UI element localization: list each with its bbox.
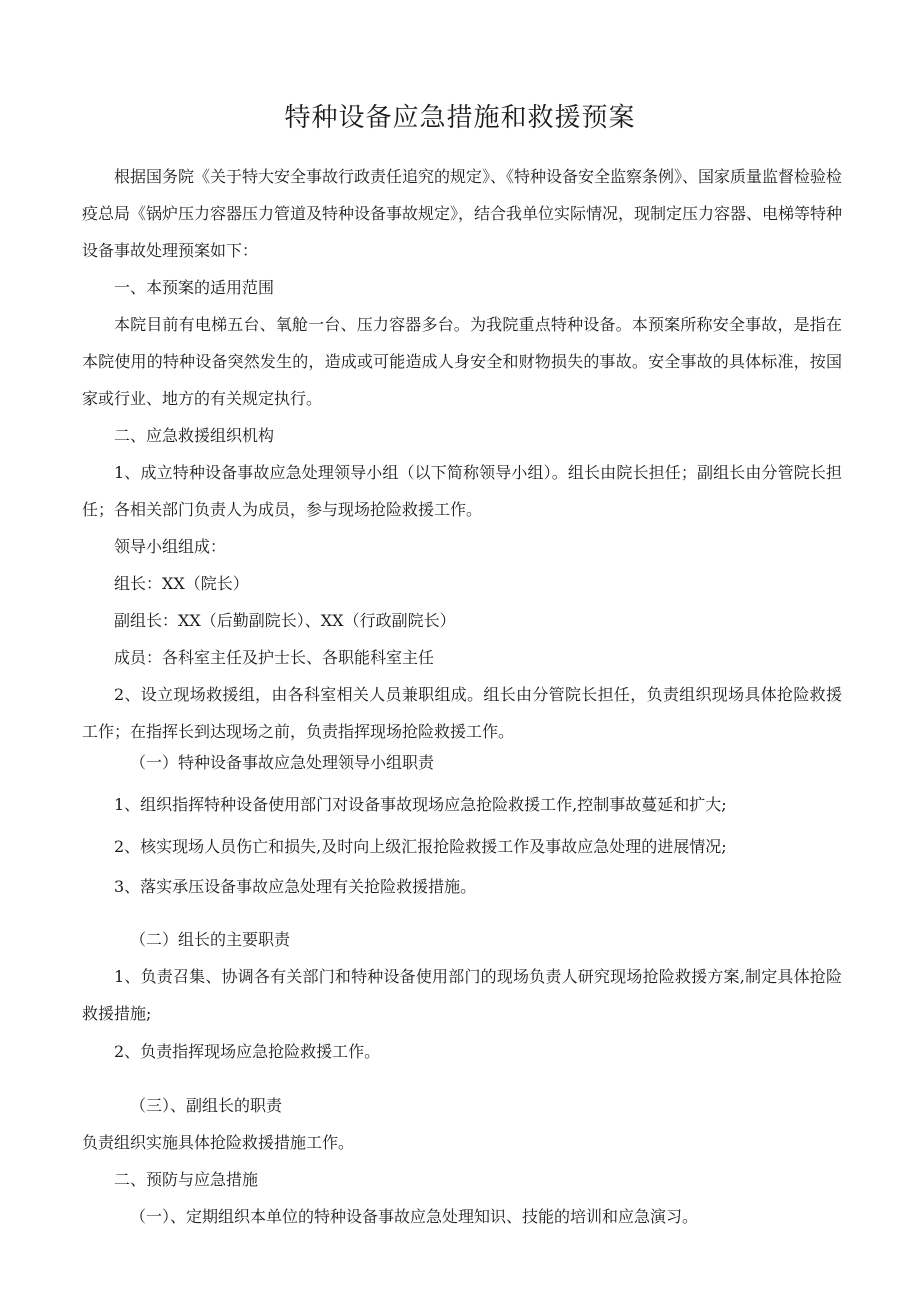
intro-paragraph: 根据国务院《关于特大安全事故行政责任追究的规定》、《特种设备安全监察条例》、国家质量监督检验检疫总局《锅炉压力容器压力管道及特种设备事故规定》，结合我单位实际情况，现制定压力容器、电梯等特种设备事故处理预案如下： [82, 167, 843, 260]
group-duty-3: 3、落实承压设备事故应急处理有关抢险救援措施。 [114, 877, 477, 896]
section-heading-organization: 二、应急救援组织机构 [114, 426, 275, 445]
subsection-heading-group-duties: （一）特种设备事故应急处理领导小组职责 [130, 753, 435, 772]
members-line: 成员：各科室主任及护士长、各职能科室主任 [114, 648, 435, 667]
subsection-heading-leader-duties: （二）组长的主要职责 [130, 930, 291, 949]
section-heading-scope: 一、本预案的适用范围 [114, 278, 275, 297]
deputy-duty-paragraph: 负责组织实施具体抢险救援措施工作。 [82, 1133, 355, 1152]
scope-paragraph: 本院目前有电梯五台、氧舱一台、压力容器多台。为我院重点特种设备。本预案所称安全事故，是指在本院使用的特种设备突然发生的，造成或可能造成人身安全和财物损失的事故。安全事故的具体标准，按国家或行业、地方的有关规定执行。 [82, 315, 842, 408]
prevention-item-1: （一）、定期组织本单位的特种设备事故应急处理知识、技能的培训和应急演习。 [130, 1207, 699, 1226]
group-duty-2: 2、核实现场人员伤亡和损失,及时向上级汇报抢险救援工作及事故应急处理的进展情况; [114, 837, 727, 856]
group-duty-1: 1、组织指挥特种设备使用部门对设备事故现场应急抢险救援工作,控制事故蔓延和扩大; [114, 795, 727, 814]
organization-item-1: 1、成立特种设备事故应急处理领导小组（以下简称领导小组）。组长由院长担任；副组长由分管院长担任；各相关部门负责人为成员，参与现场抢险救援工作。 [82, 463, 842, 519]
document-title: 特种设备应急措施和救援预案 [284, 103, 636, 133]
leader-duty-1: 1、负责召集、协调各有关部门和特种设备使用部门的现场负责人研究现场抢险救援方案,制定具体抢险救援措施; [82, 967, 842, 1023]
organization-item-2: 2、设立现场救援组，由各科室相关人员兼职组成。组长由分管院长担任，负责组织现场具体抢险救援工作；在指挥长到达现场之前，负责指挥现场抢险救援工作。 [82, 685, 842, 741]
leadership-group-label: 领导小组组成： [114, 537, 227, 556]
leader-line: 组长：XX（院长） [114, 574, 249, 593]
subsection-heading-deputy-duties: （三）、副组长的职责 [130, 1096, 283, 1115]
leader-duty-2: 2、负责指挥现场应急抢险救援工作。 [114, 1042, 381, 1061]
deputy-leader-line: 副组长：XX（后勤副院长）、XX（行政副院长） [114, 611, 456, 630]
section-heading-prevention: 二、预防与应急措施 [114, 1170, 259, 1189]
